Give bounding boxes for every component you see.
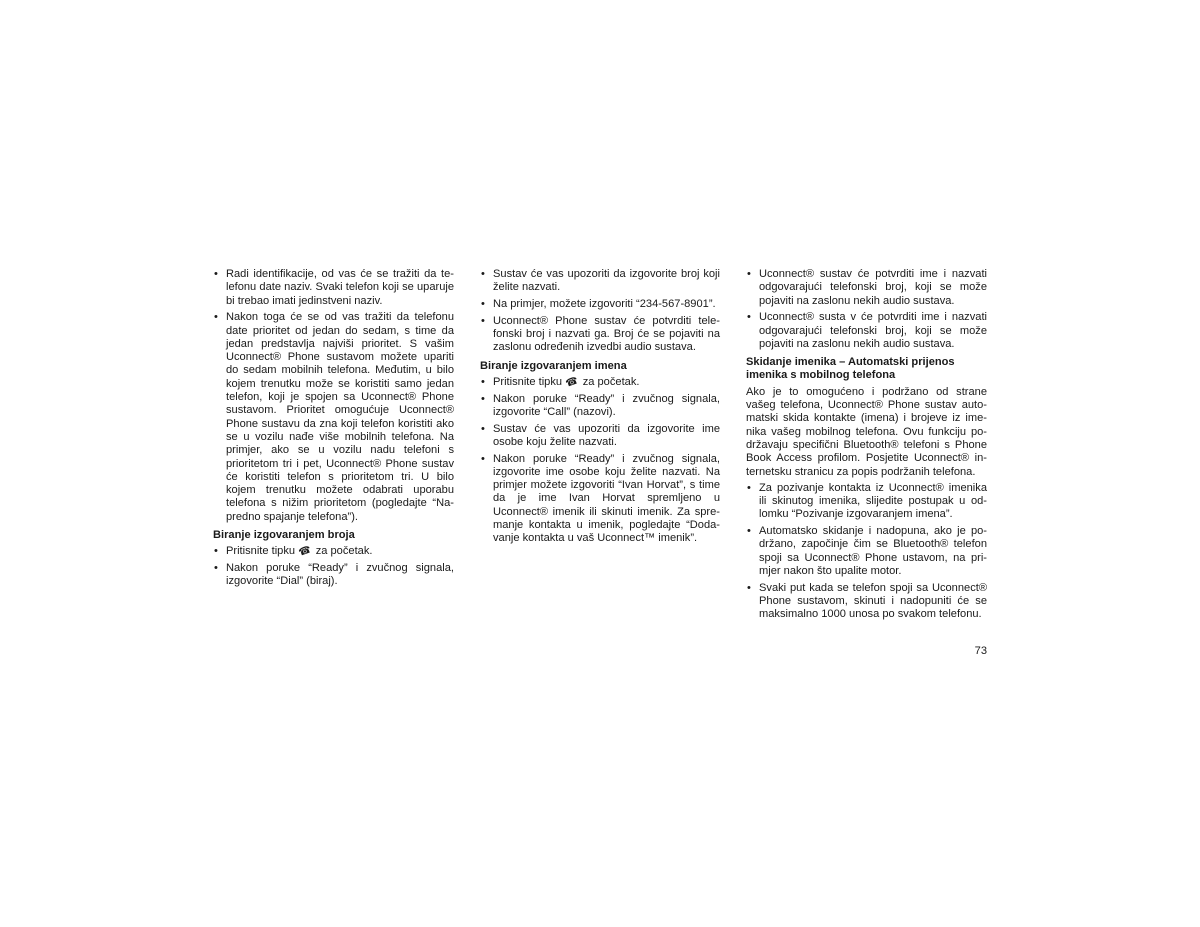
list-item: • Automatsko skidanje i nadopuna, ako je podržano, započinje čim se Bluetooth® telefon spoji sa Uconnect® Phone ustavom, na primjer nakon što upalite motor. — [746, 525, 987, 578]
list-item: • Nakon poruke “Ready” i zvučnog signala, izgovorite “Call” (nazovi). — [480, 393, 720, 420]
bullet-list — [746, 482, 987, 622]
list-item-text: za početak. — [582, 375, 640, 388]
text-column-1 — [213, 268, 454, 592]
list-item: • Uconnect® Phone sustav će potvrditi telefonski broj i nazvati ga. Broj će se pojaviti na zaslonu određenih izvedbi audio sustava. — [480, 315, 720, 355]
list-item: • Na primjer, možete izgovoriti “234-567-8901”. — [480, 298, 720, 311]
list-item: • Nakon poruke “Ready” i zvučnog signala, izgovorite ime osobe koju želite nazvati. Na primjer možete izgovoriti “Ivan Horvat”, s time da je ime Ivan Horvat spremljeno u Uconnect® imenik ili skinuti imenik. Za spremanje kontakta u imenik, pogledajte “Dodavanje kontakta u vaš Uconnect™ imenik”. — [480, 453, 720, 546]
list-item: • Uconnect® susta v će potvrditi ime i nazvati odgovarajući telefonski broj, koji se može pojaviti na zaslonu nekih audio sustava. — [746, 311, 987, 351]
list-item: • Sustav će vas upozoriti da izgovorite ime osobe koju želite nazvati. — [480, 423, 720, 450]
list-item: • Svaki put kada se telefon spoji sa Uconnect® Phone sustavom, skinuti i nadopuniti će se maksimalno 1000 unosa po svakom telefonu. — [746, 582, 987, 622]
list-item: • Nakon toga će se od vas tražiti da telefonu date prioritet od jedan do sedam, s time da jedan predstavlja najviši prioritet. S vašim Uconnect® Phone sustavom možete upariti do sedam mobilnih telefona. Međutim, u bilo kojem trenutku može se koristiti samo jedan telefon, koji je spojen sa Uconnect® Phone sustavom. Prioritet omogućuje Uconnect® Phone sustavu da zna koji telefon koristiti ako se u vozilu nađe više mobilnih telefona. Na primjer, ako se u vozilu nadu telefoni s prioritetom tri i pet, Uconnect® Phone sustav će koristiti telefon s prioritetom tri. U bilo kojem trenutku možete odabrati uporabu telefona s nižim prioritetom (pogledajte “Napredno spajanje telefona”). — [213, 311, 454, 524]
bullet-list — [213, 268, 454, 524]
list-item: • Nakon poruke “Ready” i zvučnog signala, izgovorite “Dial” (biraj). — [213, 562, 454, 589]
text-column-2 — [480, 268, 720, 549]
bullet-list — [480, 268, 720, 355]
list-item: • Sustav će vas upozoriti da izgovorite broj koji želite nazvati. — [480, 268, 720, 295]
bullet-list — [480, 376, 720, 546]
phone-handset-icon: ☎ — [564, 375, 580, 390]
list-item — [213, 545, 454, 558]
body-paragraph: Ako je to omogućeno i podržano od strane vašeg telefona, Uconnect® Phone sustav automatski skida kontakte (imena) i brojeve iz imenika vašeg mobilnog telefona. Ovu funkciju podržavaju specifični Bluetooth® telefoni s Phone Book Access profilom. Posjetite Uconnect® internetsku stranicu za popis podržanih telefona. — [746, 385, 987, 478]
list-item: • Za pozivanje kontakta iz Uconnect® imenika ili skinutog imenika, slijedite postupak u odlomku “Pozivanje izgovaranjem imena”. — [746, 482, 987, 522]
bullet-list — [746, 268, 987, 351]
list-item: • Uconnect® sustav će potvrditi ime i nazvati odgovarajući telefonski broj, koji se može pojaviti na zaslonu nekih audio sustava. — [746, 268, 987, 308]
list-item — [480, 376, 720, 389]
bullet-list — [213, 545, 454, 588]
list-item-text: za početak. — [315, 545, 373, 558]
list-item-text: Pritisnite tipku — [226, 545, 296, 558]
section-heading: Skidanje imenika – Automatski prijenos imenika s mobilnog telefona — [746, 356, 955, 382]
section-heading: Biranje izgovaranjem imena — [480, 359, 627, 372]
page-number: 73 — [974, 645, 987, 657]
text-column-3 — [746, 268, 987, 625]
list-item-text: Pritisnite tipku — [493, 375, 563, 388]
phone-handset-icon: ☎ — [297, 544, 313, 560]
section-heading: Biranje izgovaranjem broja — [213, 529, 355, 542]
list-item: • Radi identifikacije, od vas će se tražiti da telefonu date naziv. Svaki telefon koji se uparuje bi trebao imati jedinstveni naziv. — [213, 268, 454, 308]
